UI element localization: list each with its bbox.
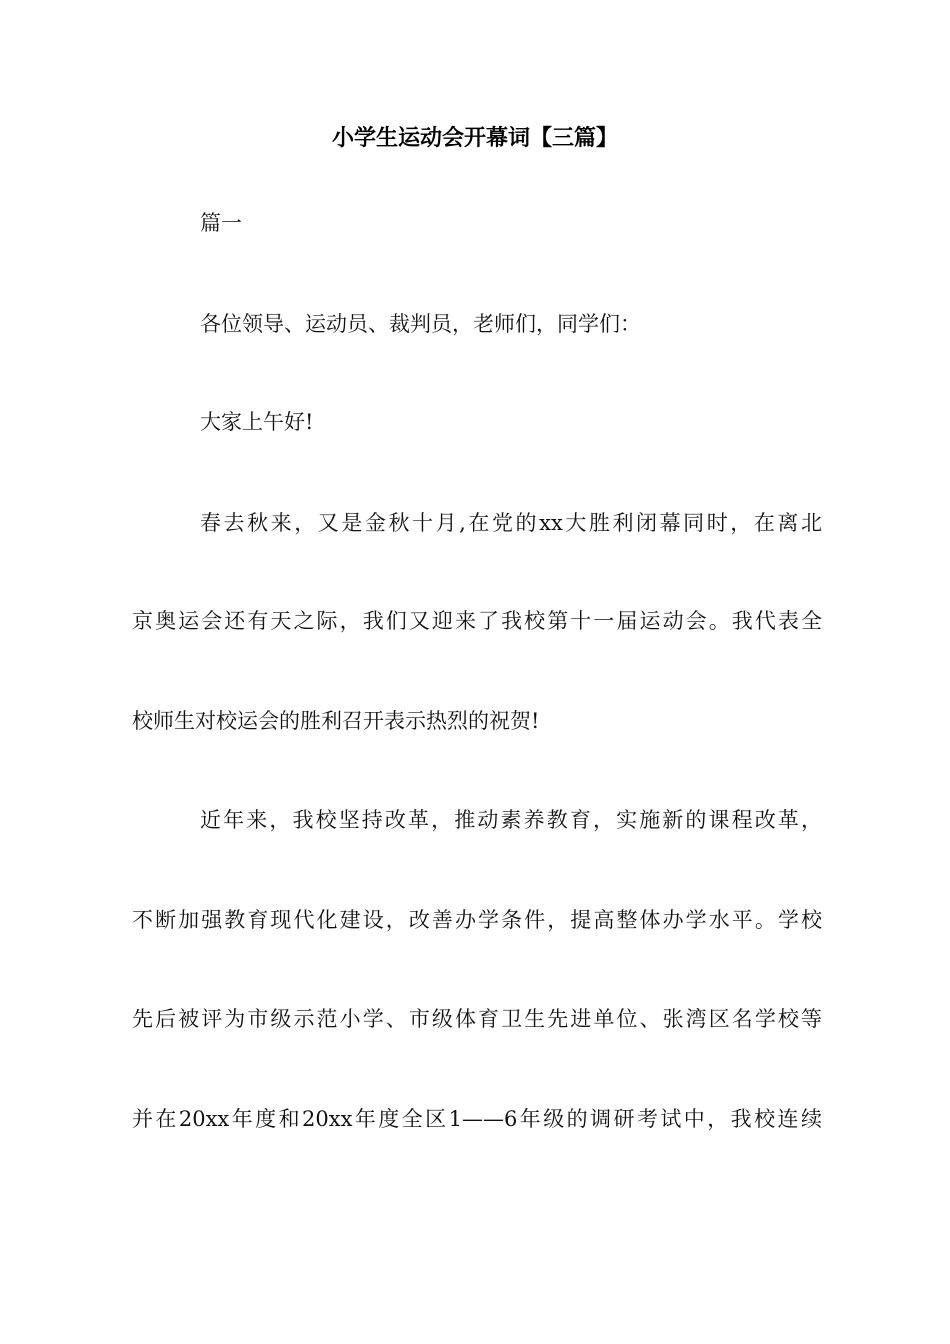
paragraph-line: 先后被评为市级示范小学、市级体育卫生先进单位、张湾区名学校等 <box>132 1007 822 1031</box>
paragraph-line: 校师生对校运会的胜利召开表示热烈的祝贺! <box>132 709 540 733</box>
document-title: 小学生运动会开幕词【三篇】 <box>331 126 618 151</box>
paragraph-line: 京奥运会还有天之际，我们又迎来了我校第十一届运动会。我代表全 <box>132 609 822 633</box>
salutation-line: 各位领导、运动员、裁判员，老师们，同学们： <box>200 312 641 336</box>
section-heading: 篇一 <box>200 211 242 235</box>
paragraph-line: 不断加强教育现代化建设，改善办学条件，提高整体办学水平。学校 <box>132 908 822 932</box>
paragraph-line: 近年来，我校坚持改革，推动素养教育，实施新的课程改革， <box>200 808 822 832</box>
paragraph-line: 春去秋来，又是金秋十月,在党的xx大胜利闭幕同时，在离北 <box>200 511 822 535</box>
paragraph-line: 并在20xx年度和20xx年度全区1——6年级的调研考试中，我校连续 <box>132 1107 822 1131</box>
greeting-line: 大家上午好! <box>200 410 314 434</box>
